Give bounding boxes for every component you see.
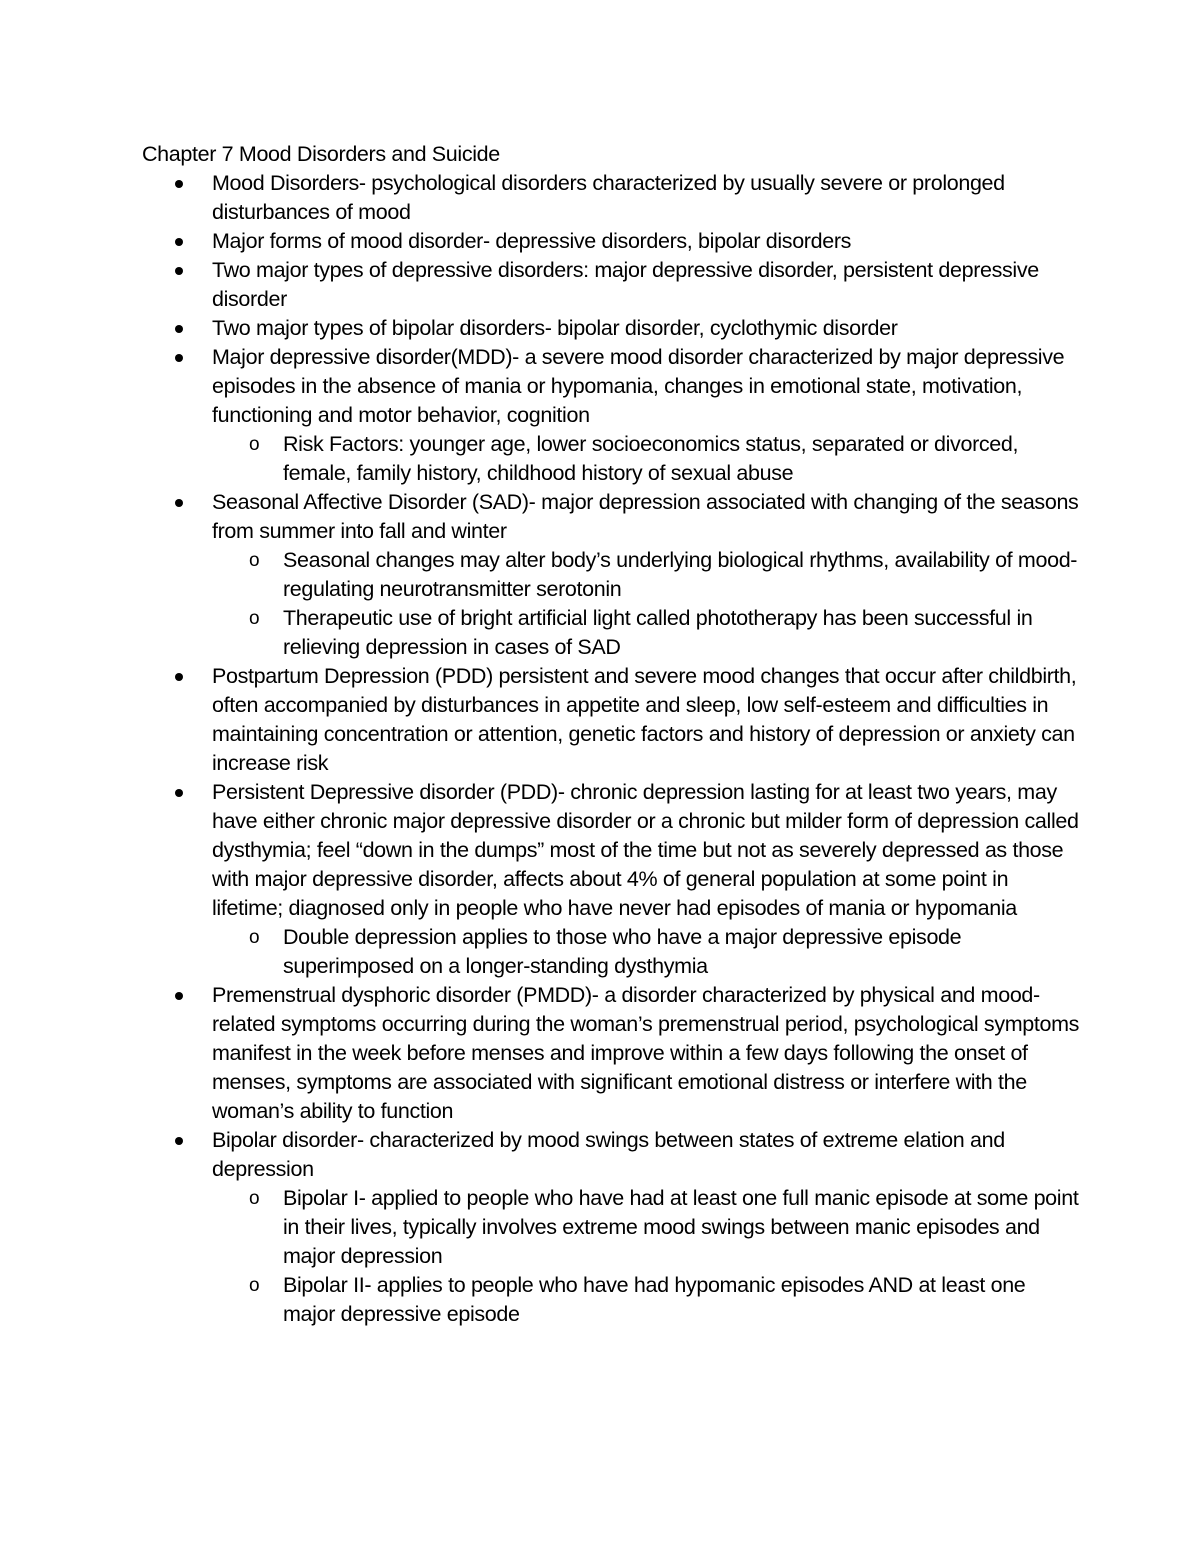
sub-bullet-text: Bipolar I- applied to people who have had at least one full manic episode at some point in their lives, typically involves extreme mood swings between manic episodes and major depression — [283, 1186, 1079, 1268]
hollow-bullet-icon: o — [249, 608, 260, 629]
sub-bullet-text: Bipolar II- applies to people who have had hypomanic episodes AND at least one major depressive episode — [283, 1273, 1026, 1326]
list-item — [142, 227, 1082, 256]
list-item — [142, 488, 1082, 662]
list-item — [142, 981, 1082, 1126]
list-item — [142, 662, 1082, 778]
sub-list-item — [212, 1271, 1082, 1329]
document-page — [142, 140, 1082, 1329]
page-title: Chapter 7 Mood Disorders and Suicide — [142, 142, 500, 166]
hollow-bullet-icon: o — [249, 1275, 260, 1296]
bullet-text: Seasonal Affective Disorder (SAD)- major depression associated with changing of the seasons from summer into fall and winter — [212, 490, 1079, 543]
sub-list-item — [212, 923, 1082, 981]
bullet-list — [142, 169, 1082, 1329]
bullet-icon — [175, 789, 183, 797]
list-item — [142, 169, 1082, 227]
bullet-text: Two major types of depressive disorders: major depressive disorder, persistent depressive disorder — [212, 258, 1039, 311]
hollow-bullet-icon: o — [249, 927, 260, 948]
sub-list-item — [212, 604, 1082, 662]
sub-list-item — [212, 546, 1082, 604]
bullet-icon — [175, 267, 183, 275]
sub-bullet-text: Seasonal changes may alter body’s underlying biological rhythms, availability of mood-regulating neurotransmitter serotonin — [283, 548, 1078, 601]
bullet-text: Postpartum Depression (PDD) persistent and severe mood changes that occur after childbirth, often accompanied by disturbances in appetite and sleep, low self-esteem and difficulties in maintaining concentration or attention, genetic factors and history of depression or anxiety can increase risk — [212, 664, 1077, 775]
list-item — [142, 256, 1082, 314]
sub-list-item — [212, 430, 1082, 488]
sub-bullet-list — [212, 546, 1082, 662]
bullet-text: Two major types of bipolar disorders- bipolar disorder, cyclothymic disorder — [212, 316, 898, 340]
bullet-icon — [175, 499, 183, 507]
list-item — [142, 1126, 1082, 1329]
bullet-text: Persistent Depressive disorder (PDD)- chronic depression lasting for at least two years, may have either chronic major depressive disorder or a chronic but milder form of depression called dysthymia; feel “down in the dumps” most of the time but not as severely depressed as those with major depressive disorder, affects about 4% of general population at some point in lifetime; diagnosed only in people who have never had episodes of mania or hypomania — [212, 780, 1079, 920]
bullet-text: Major forms of mood disorder- depressive disorders, bipolar disorders — [212, 229, 852, 253]
sub-bullet-text: Risk Factors: younger age, lower socioeconomics status, separated or divorced, female, family history, childhood history of sexual abuse — [283, 432, 1019, 485]
bullet-text: Bipolar disorder- characterized by mood swings between states of extreme elation and depression — [212, 1128, 1005, 1181]
bullet-icon — [175, 992, 183, 1000]
bullet-icon — [175, 180, 183, 188]
bullet-text: Premenstrual dysphoric disorder (PMDD)- a disorder characterized by physical and mood-related symptoms occurring during the woman’s premenstrual period, psychological symptoms manifest in the week before menses and improve within a few days following the onset of menses, symptoms are associated with significant emotional distress or interfere with the woman’s ability to function — [212, 983, 1080, 1123]
hollow-bullet-icon: o — [249, 434, 260, 455]
hollow-bullet-icon: o — [249, 550, 260, 571]
bullet-icon — [175, 673, 183, 681]
list-item — [142, 314, 1082, 343]
bullet-text: Major depressive disorder(MDD)- a severe mood disorder characterized by major depressive episodes in the absence of mania or hypomania, changes in emotional state, motivation, functioning and motor behavior, cognition — [212, 345, 1065, 427]
sub-bullet-text: Double depression applies to those who have a major depressive episode superimposed on a longer-standing dysthymia — [283, 925, 962, 978]
list-item — [142, 343, 1082, 488]
sub-bullet-list — [212, 923, 1082, 981]
bullet-text: Mood Disorders- psychological disorders characterized by usually severe or prolonged disturbances of mood — [212, 171, 1005, 224]
list-item — [142, 778, 1082, 981]
bullet-icon — [175, 1137, 183, 1145]
sub-list-item — [212, 1184, 1082, 1271]
sub-bullet-list — [212, 430, 1082, 488]
bullet-icon — [175, 354, 183, 362]
bullet-icon — [175, 325, 183, 333]
sub-bullet-list — [212, 1184, 1082, 1329]
bullet-icon — [175, 238, 183, 246]
hollow-bullet-icon: o — [249, 1188, 260, 1209]
sub-bullet-text: Therapeutic use of bright artificial light called phototherapy has been successful in relieving depression in cases of SAD — [283, 606, 1033, 659]
